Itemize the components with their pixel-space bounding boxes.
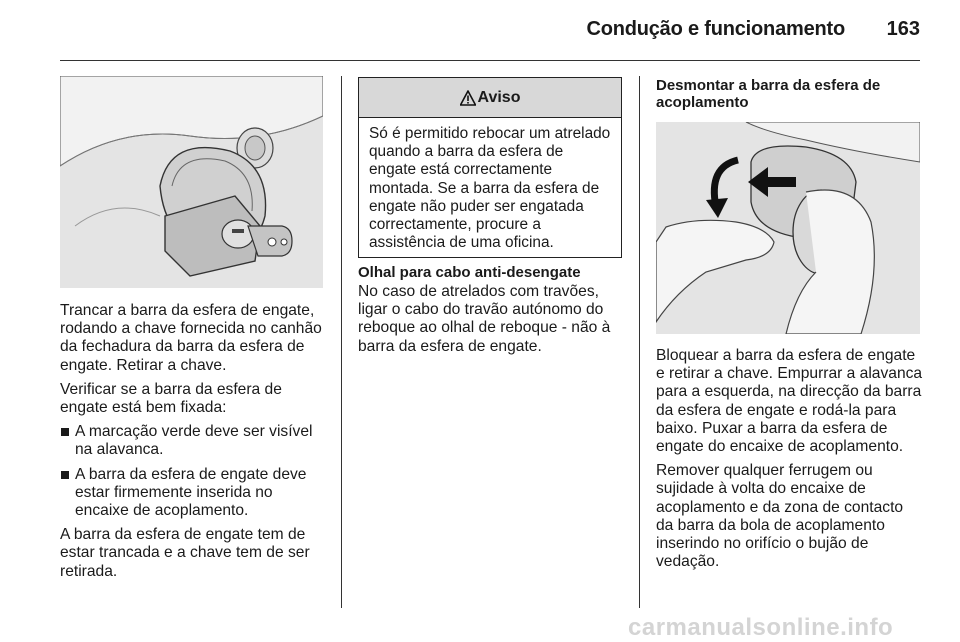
watermark: carmanualsonline.info: [628, 614, 894, 641]
paragraph-verify: Verificar se a barra da esfera de engate está bem fixada:: [60, 380, 282, 417]
section-heading-remove-ball-bar: Desmontar a barra da esfera de acoplamento: [656, 77, 881, 111]
paragraph-lock: Trancar a barra da esfera de engate, rodando a chave fornecida no canhão da fechadura da barra da esfera de engate. Retirar a chave.: [60, 302, 322, 374]
column-divider-left: [341, 76, 342, 608]
verification-list: [60, 423, 328, 520]
paragraph-safety-cable: No caso de atrelados com travões, ligar o cabo do travão autónomo do reboque ao olhal de reboque - não à barra da esfera de engate.: [358, 283, 611, 355]
warning-title: Aviso: [477, 88, 521, 106]
warning-text: Só é permitido rebocar um atrelado quando a barra da esfera de engate está correctamente montada. Se a barra da esfera de engate não puder ser engatada correctamente, procure a assistência de uma oficina.: [369, 125, 611, 252]
tow-ball-lock-illustration: [60, 76, 323, 288]
paragraph-removal-steps: Bloquear a barra da esfera de engate e retirar a chave. Empurrar a alavanca para a esquerda, na direcção da barra da esfera de engate e rodá-la para baixo. Puxar a barra da esfera de engate do encaixe de acoplamento.: [656, 347, 923, 456]
paragraph-locked-requirement: A barra da esfera de engate tem de estar trancada e a chave tem de ser retirada.: [60, 526, 310, 580]
section-heading-safety-cable: Olhal para cabo anti-desengate: [358, 264, 581, 281]
paragraph-cleaning: Remover qualquer ferrugem ou sujidade à volta do encaixe de acoplamento e da zona de contacto da barra da bola de acoplamento inserindo no orifício o bujão de vedação.: [656, 462, 904, 571]
warning-box: [358, 77, 622, 258]
list-item: A barra da esfera de engate deve estar firmemente inserida no encaixe de acoplamento.: [60, 466, 328, 521]
column-1-text: [60, 302, 328, 587]
column-divider-right: [639, 76, 640, 608]
column-3-text: [656, 347, 924, 577]
remove-ball-bar-illustration: [656, 122, 920, 334]
list-item: A marcação verde deve ser visível na alavanca.: [60, 423, 328, 459]
warning-triangle-icon: [460, 90, 476, 106]
page-header-title: Condução e funcionamento: [586, 18, 845, 40]
column-2-text: [358, 283, 626, 362]
warning-header: [359, 78, 621, 118]
page-number: 163: [886, 18, 920, 40]
header-divider: [60, 60, 920, 61]
